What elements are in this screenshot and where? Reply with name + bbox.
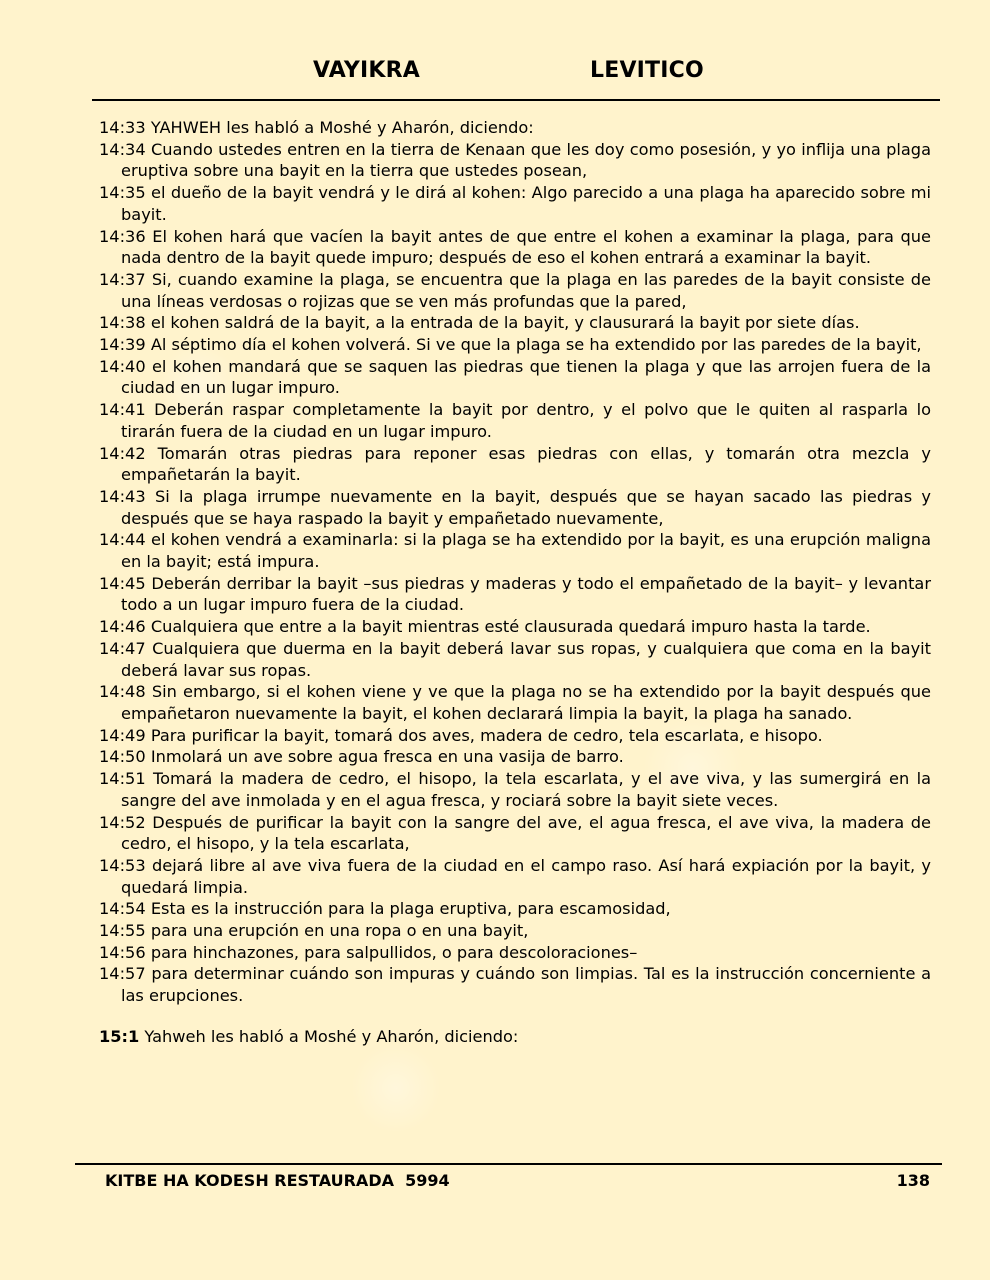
page-header xyxy=(0,58,990,92)
verse xyxy=(99,855,931,898)
verse-ref: 14:57 xyxy=(99,964,146,984)
verse xyxy=(99,312,931,334)
verse xyxy=(99,529,931,572)
verse xyxy=(99,768,931,811)
verse-ref: 14:41 xyxy=(99,400,146,420)
footer-book-title: KITBE HA KODESH RESTAURADA 5994 xyxy=(105,1171,450,1190)
verse-ref: 14:48 xyxy=(99,682,146,702)
verse xyxy=(99,399,931,442)
verse-ref: 14:49 xyxy=(99,725,146,745)
verse-text: el dueño de la bayit vendrá y le dirá al kohen: Algo parecido a una plaga ha aparecido sobre mi bayit. xyxy=(121,183,931,224)
verse-text: Cualquiera que duerma en la bayit deberá lavar sus ropas, y cualquiera que coma en la bayit deberá lavar sus ropas. xyxy=(121,638,931,680)
verse-ref: 14:51 xyxy=(99,769,146,789)
verse-ref: 14:38 xyxy=(99,313,146,333)
verse-ref: 14:44 xyxy=(99,530,146,550)
verse xyxy=(99,443,931,486)
page-number: 138 xyxy=(896,1171,930,1190)
verse xyxy=(99,356,931,399)
verse-text: Después de purificar la bayit con la sangre del ave, el agua fresca, el ave viva, la madera de cedro, el hisopo, y la tela escarlata, xyxy=(121,812,931,854)
verse-text: YAHWEH les habló a Moshé y Aharón, diciendo: xyxy=(150,118,534,137)
verse xyxy=(99,746,931,768)
verse-ref: 14:45 xyxy=(99,573,146,593)
verse xyxy=(99,681,931,724)
verse-text: Tomarán otras piedras para reponer esas piedras con ellas, y tomarán otra mezcla y empañetarán la bayit. xyxy=(121,443,931,485)
verse-text: Si, cuando examine la plaga, se encuentra que la plaga en las paredes de la bayit consiste de una líneas verdosas o rojizas que se ven más profundas que la pared, xyxy=(121,269,931,311)
verse-ref: 14:39 xyxy=(99,335,146,355)
verse-ref: 14:33 xyxy=(99,118,146,137)
verse-text: para determinar cuándo son impuras y cuándo son limpias. Tal es la instrucción concerniente a las erupciones. xyxy=(121,964,931,1006)
verse-ref: 14:46 xyxy=(99,617,146,637)
verse-text: el kohen mandará que se saquen las piedras que tienen la plaga y que las arrojen fuera de la ciudad en un lugar impuro. xyxy=(121,356,931,398)
verse-ref: 14:36 xyxy=(99,226,146,246)
verse-text: Esta es la instrucción para la plaga eruptiva, para escamosidad, xyxy=(150,899,671,919)
verse-ref: 14:55 xyxy=(99,921,146,941)
chapter-start-verse xyxy=(99,1026,931,1048)
verse-text: Inmolará un ave sobre agua fresca en una vasija de barro. xyxy=(150,747,624,767)
verse-text: Deberán raspar completamente la bayit por dentro, y el polvo que le quiten al rasparla lo tirarán fuera de la ciudad en un lugar impuro. xyxy=(121,400,931,441)
verse xyxy=(99,182,931,225)
verse xyxy=(99,226,931,269)
verse xyxy=(99,963,931,1006)
verse-ref: 14:53 xyxy=(99,855,146,875)
verse-ref: 14:56 xyxy=(99,942,146,962)
verse-ref: 14:37 xyxy=(99,269,146,289)
verse xyxy=(99,638,931,681)
verse xyxy=(99,616,931,638)
page-footer xyxy=(0,1171,990,1197)
verse-ref: 14:42 xyxy=(99,443,146,463)
verse-text: El kohen hará que vacíen la bayit antes de que entre el kohen a examinar la plaga, para que nada dentro de la bayit quede impuro; después de eso el kohen entrará a examinar la bayit. xyxy=(121,226,931,268)
verse xyxy=(99,898,931,920)
verse-text: Tomará la madera de cedro, el hisopo, la tela escarlata, y el ave viva, y las sumergirá en la sangre del ave inmolada y en el agua fresca, y rociará sobre la bayit siete veces. xyxy=(121,769,932,810)
verse-ref: 14:43 xyxy=(99,486,146,506)
chapter-start-text: Yahweh les habló a Moshé y Aharón, diciendo: xyxy=(144,1026,519,1046)
verse-ref: 14:35 xyxy=(99,183,146,203)
verse-text: Al séptimo día el kohen volverá. Si ve que la plaga se ha extendido por las paredes de la bayit, xyxy=(150,335,922,355)
header-book-hebrew-title: VAYIKRA xyxy=(313,58,420,83)
verse-ref: 14:50 xyxy=(99,747,146,767)
verse-text: para hinchazones, para salpullidos, o para descoloraciones– xyxy=(150,942,638,962)
verse xyxy=(99,812,931,855)
header-book-spanish-title: LEVITICO xyxy=(590,58,704,83)
verse xyxy=(99,920,931,942)
verse xyxy=(99,486,931,529)
verse-text: Deberán derribar la bayit –sus piedras y maderas y todo el empañetado de la bayit– y levantar todo a un lugar impuro fuera de la ciudad. xyxy=(121,573,931,615)
verse-text: Sin embargo, si el kohen viene y ve que la plaga no se ha extendido por la bayit después que empañetaron nuevamente la bayit, el kohen declarará limpia la bayit, la plaga ha sanado. xyxy=(121,682,931,723)
verse-text: dejará libre al ave viva fuera de la ciudad en el campo raso. Así hará expiación por la bayit, y quedará limpia. xyxy=(121,855,931,897)
verse-text: Si la plaga irrumpe nuevamente en la bayit, después que se hayan sacado las piedras y después que se haya raspado la bayit y empañetado nuevamente, xyxy=(121,486,931,528)
verse xyxy=(99,334,931,356)
verse-ref: 14:40 xyxy=(99,356,146,376)
verse-text: para una erupción en una ropa o en una bayit, xyxy=(150,921,529,941)
verse-text: Cualquiera que entre a la bayit mientras esté clausurada quedará impuro hasta la tarde. xyxy=(150,617,871,637)
verse xyxy=(99,117,931,139)
verse xyxy=(99,139,931,182)
verse-text: Para purificar la bayit, tomará dos aves, madera de cedro, tela escarlata, e hisopo. xyxy=(150,725,823,745)
verse-text: Cuando ustedes entren en la tierra de Kenaan que les doy como posesión, y yo inflija una plaga eruptiva sobre una bayit en la tierra que ustedes posean, xyxy=(121,139,931,181)
verse-ref: 14:47 xyxy=(99,638,146,658)
verse xyxy=(99,269,931,312)
verse xyxy=(99,573,931,616)
header-rule xyxy=(92,99,940,101)
verse-ref: 14:34 xyxy=(99,139,146,159)
verse xyxy=(99,942,931,964)
verse-text: el kohen vendrá a examinarla: si la plaga se ha extendido por la bayit, es una erupción maligna en la bayit; está impura. xyxy=(121,530,931,572)
footer-rule xyxy=(75,1163,942,1165)
verse-ref: 14:54 xyxy=(99,899,146,919)
verse-list xyxy=(99,117,931,1048)
verse-text: el kohen saldrá de la bayit, a la entrada de la bayit, y clausurará la bayit por siete días. xyxy=(150,313,860,333)
chapter-start-ref: 15:1 xyxy=(99,1026,140,1046)
verse-ref: 14:52 xyxy=(99,812,146,832)
verse xyxy=(99,725,931,747)
